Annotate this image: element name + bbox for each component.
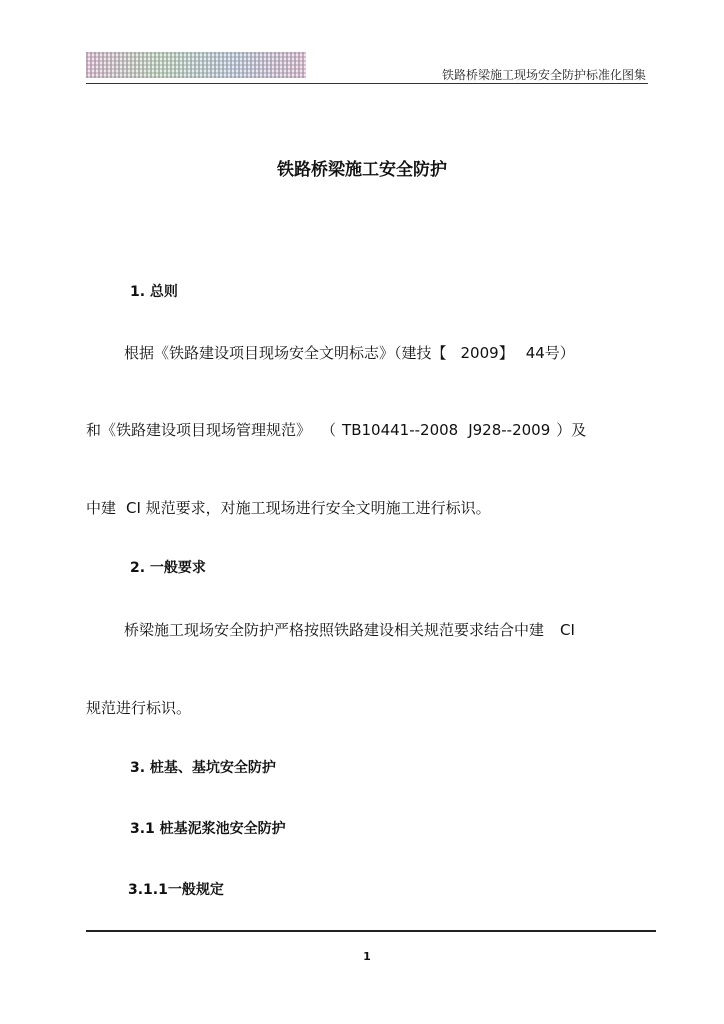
section-heading-3-1: 3.1 桩基泥浆池安全防护 — [130, 821, 286, 837]
paragraph-1-line-2 — [86, 419, 586, 440]
text-run: 44号） — [525, 344, 575, 362]
text-run: 中建 — [86, 499, 117, 517]
section-heading-2: 2. 一般要求 — [130, 560, 206, 576]
text-run: ）及 — [556, 421, 587, 439]
page-number: 1 — [363, 950, 371, 963]
section-heading-1: 1. 总则 — [130, 284, 178, 300]
text-run: TB10441--2008 — [342, 421, 459, 439]
paragraph-2-line-2: 规范进行标识。 — [86, 699, 192, 717]
text-run: 2009 — [460, 344, 499, 362]
text-run: 和《铁路建设项目现场管理规范》 — [86, 421, 312, 439]
text-run: CI — [560, 621, 575, 639]
company-logo — [86, 52, 306, 78]
text-run: CI 规范要求，对施工现场进行安全文明施工进行标识。 — [126, 499, 491, 517]
text-run: 根据《铁路建设项目现场安全文明标志》（建技【 — [124, 344, 447, 362]
paragraph-1-line-1 — [124, 342, 575, 363]
section-heading-3-1-1: 3.1.1一般规定 — [128, 882, 224, 898]
header-divider — [86, 83, 648, 84]
text-run: 】 — [498, 344, 514, 362]
text-run: 桥梁施工现场安全防护严格按照铁路建设相关规范要求结合中建 — [124, 621, 545, 639]
header-title: 铁路桥梁施工现场安全防护标准化图集 — [441, 68, 646, 82]
paragraph-2-line-1 — [124, 619, 575, 640]
text-run: （ — [321, 421, 337, 439]
text-run: J928--2009 — [468, 421, 551, 439]
paragraph-1-line-3 — [86, 497, 491, 518]
document-title: 铁路桥梁施工安全防护 — [277, 160, 447, 180]
footer-divider — [86, 930, 656, 932]
section-heading-3: 3. 桩基、基坑安全防护 — [130, 760, 276, 776]
